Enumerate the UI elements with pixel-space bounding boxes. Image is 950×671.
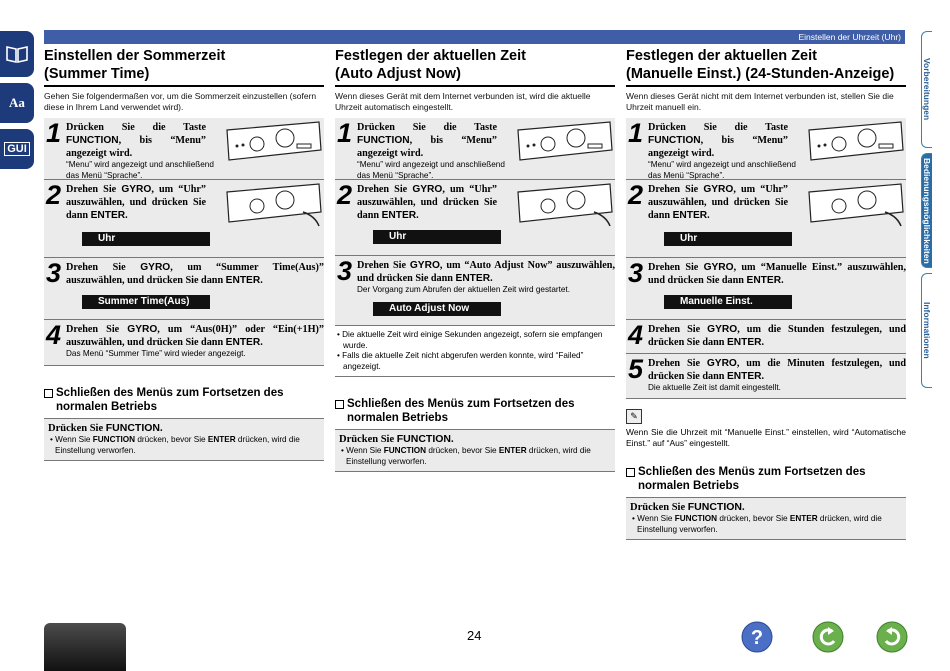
close-menu-heading: Schließen des Menüs zum Fortsetzen des normalen Betriebs xyxy=(44,386,324,414)
receiver-device-icon xyxy=(514,120,614,168)
note-item: • Falls die aktuelle Zeit nicht abgerufen werden konnte, wird “Failed” angezeigt. xyxy=(337,351,584,371)
column-summer-time xyxy=(44,47,324,461)
step-2: 2 Drehen Sie GYRO, um “Uhr” auszuwählen, und drücken Sie dann ENTER. Uhr xyxy=(335,180,615,256)
left-icon-bar xyxy=(0,31,34,175)
intro-text: Gehen Sie folgendermaßen vor, um die Sommerzeit einzustellen (sofern diese in Ihrem Land verwendet wird). xyxy=(44,91,317,112)
checkbox-icon xyxy=(335,400,344,409)
section-title: Festlegen der aktuellen Zeit (Manuelle Einst.) (24-Stunden-Anzeige) xyxy=(626,47,906,87)
step-4: 4 Drehen Sie GYRO, um die Stunden festzulegen, und drücken Sie dann ENTER. xyxy=(626,320,906,354)
step-note: “Menu” wird angezeigt und anschließend das Menü “Sprache”. xyxy=(357,160,505,180)
section-title: Einstellen der Sommerzeit (Summer Time) xyxy=(44,47,324,87)
section-title: Festlegen der aktuellen Zeit (Auto Adjust Now) xyxy=(335,47,615,87)
step-3: 3 Drehen Sie GYRO, um “Manuelle Einst.” auszuwählen, und drücken Sie dann ENTER. Manuelle Einst. xyxy=(626,258,906,320)
note-item: • Die aktuelle Zeit wird einige Sekunden angezeigt, sofern sie empfangen wurde. xyxy=(337,330,603,350)
step-number: 1 xyxy=(337,118,353,148)
step-note: Der Vorgang zum Abrufen der aktuellen Zeit wird gestartet. xyxy=(357,285,570,294)
step-4: 4 Drehen Sie GYRO, um “Aus(0H)” oder “Ein(+1H)” auszuwählen, und drücken Sie dann ENTER. Das Menü “Summer Time” wird wieder angezeigt. xyxy=(44,320,324,366)
step-2: 2 Drehen Sie GYRO, um “Uhr” auszuwählen, und drücken Sie dann ENTER. Uhr xyxy=(626,180,906,258)
back-icon[interactable] xyxy=(812,621,844,653)
step-5: 5 Drehen Sie GYRO, um die Minuten festzulegen, und drücken Sie dann ENTER. Die aktuelle Zeit ist damit eingestellt. xyxy=(626,354,906,399)
forward-icon[interactable] xyxy=(876,621,908,653)
close-menu-box: Drücken Sie FUNCTION. • Wenn Sie FUNCTION drücken, bevor Sie ENTER drücken, wird die Einstellung verworfen. xyxy=(335,429,615,472)
step-number: 1 xyxy=(628,118,644,148)
svg-text:?: ? xyxy=(750,627,764,649)
step-number: 2 xyxy=(46,180,62,210)
step-note: “Menu” wird angezeigt und anschließend das Menü “Sprache”. xyxy=(648,160,796,180)
intro-text: Wenn dieses Gerät mit dem Internet verbunden ist, wird die aktuelle Uhrzeit automatisch eingestellt. xyxy=(335,91,591,112)
checkbox-icon xyxy=(626,468,635,477)
display-readout: Uhr xyxy=(373,230,501,244)
step-number: 3 xyxy=(46,258,62,288)
glossary-icon[interactable] xyxy=(0,83,34,123)
header-bar-title: Einstellen der Uhrzeit (Uhr) xyxy=(798,32,901,42)
intro-text: Wenn dieses Gerät nicht mit dem Internet verbunden ist, stellen Sie die Uhrzeit manuell ein. xyxy=(626,91,894,112)
step-note: Das Menü “Summer Time” wird wieder angezeigt. xyxy=(66,349,246,358)
step-number: 1 xyxy=(46,118,62,148)
step-1: 1 Drücken Sie die Taste FUNCTION, bis “Menu” angezeigt wird. “Menu” wird angezeigt und anschließend das Menü “Sprache”. xyxy=(44,118,324,180)
pencil-icon: ✎ xyxy=(626,409,642,424)
hint-text: Wenn Sie die Uhrzeit mit “Manuelle Einst.” einstellen, wird “Automatische Einst.” auf “Aus” eingestellt. xyxy=(626,427,906,448)
step-number: 4 xyxy=(628,320,644,350)
step-number: 3 xyxy=(337,256,353,286)
step-number: 3 xyxy=(628,258,644,288)
help-icon[interactable] xyxy=(741,621,773,653)
gui-icon[interactable] xyxy=(0,129,34,169)
glossary-label: Aa xyxy=(9,95,25,110)
step-number: 5 xyxy=(628,354,644,384)
receiver-device-icon xyxy=(805,182,905,230)
device-thumbnail xyxy=(44,623,126,671)
receiver-device-icon xyxy=(223,182,323,230)
close-menu-box: Drücken Sie FUNCTION. • Wenn Sie FUNCTION drücken, bevor Sie ENTER drücken, wird die Einstellung verworfen. xyxy=(44,418,324,461)
notes-list xyxy=(335,330,615,377)
close-menu-heading: Schließen des Menüs zum Fortsetzen des normalen Betriebs xyxy=(335,397,615,425)
receiver-device-icon xyxy=(223,120,323,168)
step-number: 2 xyxy=(628,180,644,210)
tab-informationen[interactable]: Informationen xyxy=(921,273,932,388)
right-tab-bar xyxy=(921,31,950,393)
display-readout: Uhr xyxy=(82,232,210,246)
step-note: Die aktuelle Zeit ist damit eingestellt. xyxy=(648,383,781,392)
display-readout: Auto Adjust Now xyxy=(373,302,501,316)
step-1: 1 Drücken Sie die Taste FUNCTION, bis “Menu” angezeigt wird. “Menu” wird angezeigt und anschließend das Menü “Sprache”. xyxy=(335,118,615,180)
hint-block xyxy=(626,409,906,449)
display-readout: Manuelle Einst. xyxy=(664,295,792,309)
book-icon[interactable] xyxy=(0,31,34,77)
page-number: 24 xyxy=(467,628,482,643)
display-readout: Summer Time(Aus) xyxy=(82,295,210,309)
header-bar xyxy=(44,30,905,44)
step-2: 2 Drehen Sie GYRO, um “Uhr” auszuwählen, und drücken Sie dann ENTER. Uhr xyxy=(44,180,324,258)
step-1: 1 Drücken Sie die Taste FUNCTION, bis “Menu” angezeigt wird. “Menu” wird angezeigt und anschließend das Menü “Sprache”. xyxy=(626,118,906,180)
step-number: 2 xyxy=(337,180,353,210)
tab-bedienungsmoeglichkeiten[interactable]: Bedienungsmöglichkeiten xyxy=(921,153,932,268)
display-readout: Uhr xyxy=(664,232,792,246)
column-auto-adjust xyxy=(335,47,615,472)
tab-vorbereitungen[interactable]: Vorbereitungen xyxy=(921,31,932,148)
column-manual-set xyxy=(626,47,906,540)
step-3: 3 Drehen Sie GYRO, um “Auto Adjust Now” auszuwählen, und drücken Sie dann ENTER. Der Vorgang zum Abrufen der aktuellen Zeit wird gestartet. Auto Adjust Now xyxy=(335,256,615,326)
step-note: “Menu” wird angezeigt und anschließend das Menü “Sprache”. xyxy=(66,160,214,180)
close-menu-box: Drücken Sie FUNCTION. • Wenn Sie FUNCTION drücken, bevor Sie ENTER drücken, wird die Einstellung verworfen. xyxy=(626,497,906,540)
gui-label: GUI xyxy=(4,142,30,156)
receiver-device-icon xyxy=(805,120,905,168)
receiver-device-icon xyxy=(514,182,614,230)
step-3: 3 Drehen Sie GYRO, um “Summer Time(Aus)” auszuwählen, und drücken Sie dann ENTER. Summer Time(Aus) xyxy=(44,258,324,320)
close-menu-heading: Schließen des Menüs zum Fortsetzen des normalen Betriebs xyxy=(626,465,906,493)
step-number: 4 xyxy=(46,320,62,350)
checkbox-icon xyxy=(44,389,53,398)
